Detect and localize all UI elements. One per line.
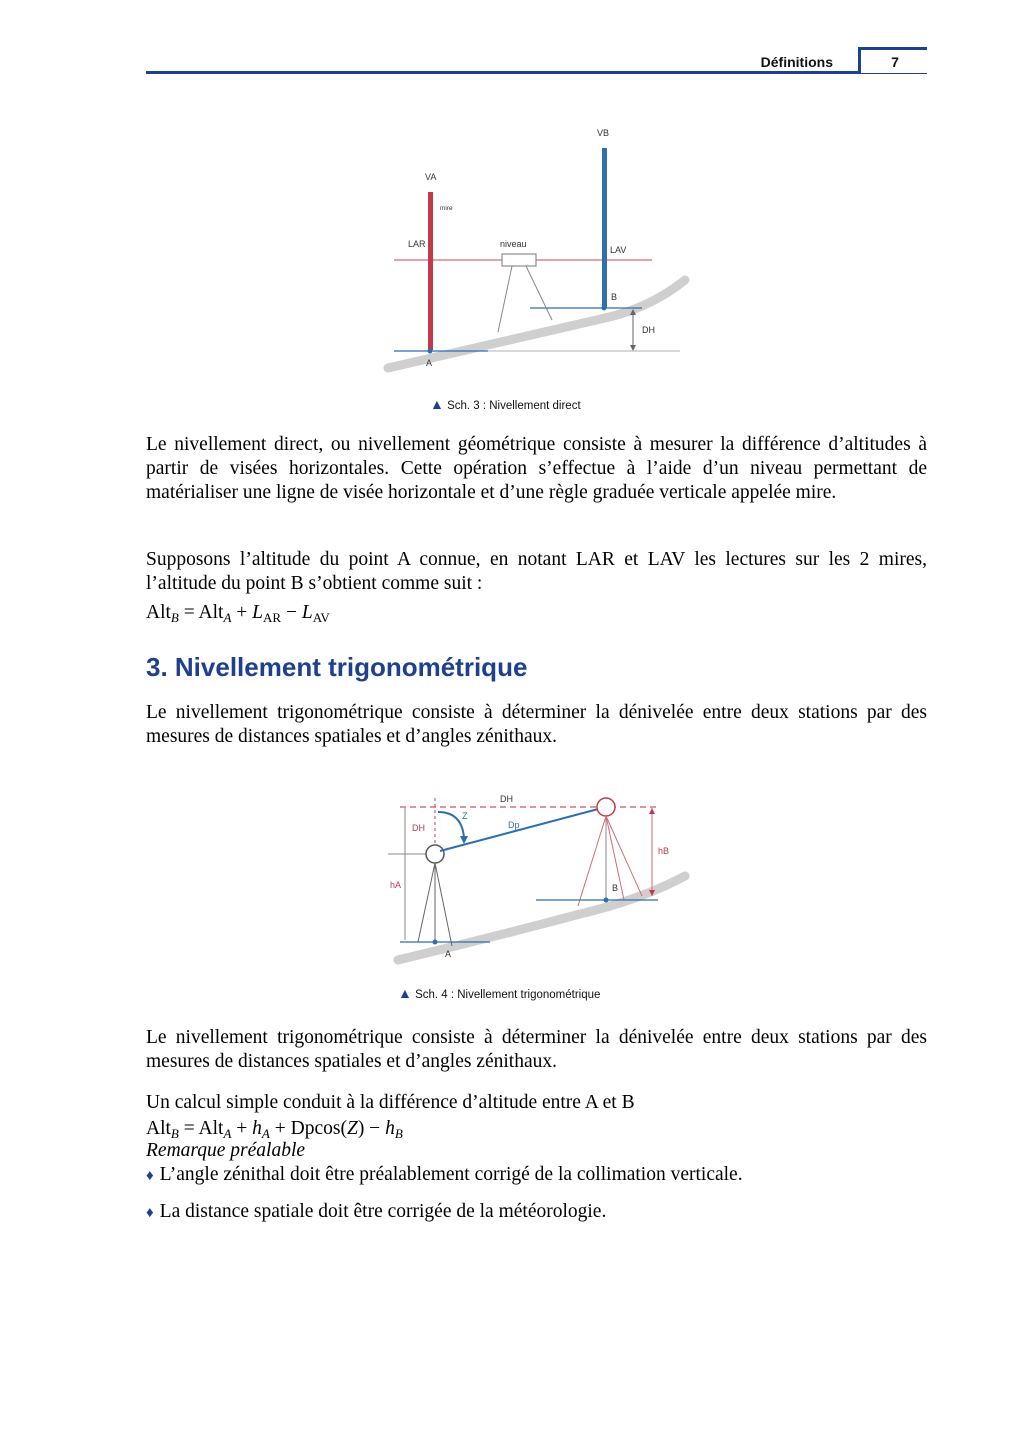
niveau-instrument [502, 254, 536, 266]
point-b-marker [604, 898, 609, 903]
diamond-bullet-icon: ♦ [146, 1205, 154, 1221]
point-a-marker [428, 349, 433, 354]
diamond-bullet-icon: ♦ [146, 1168, 154, 1184]
label-z: Z [462, 811, 468, 821]
tripod-leg [578, 816, 606, 906]
paragraph: Le nivellement trigonométrique consiste à déterminer la dénivelée entre deux stations par des mesures de distances spatiales et d’angles zénithaux. [146, 1027, 927, 1072]
label-hb: hB [658, 846, 670, 856]
bullet-item: ♦ La distance spatiale doit être corrigée de la météorologie. [146, 1201, 607, 1222]
label-ha: hA [390, 880, 402, 890]
header-rule [146, 71, 927, 74]
section-title: Définitions [760, 54, 833, 70]
rod-a [428, 192, 433, 350]
zenith-angle-arc [438, 812, 464, 838]
label-a: A [426, 358, 433, 368]
point-a-marker [433, 940, 438, 945]
figure1-caption [430, 396, 581, 412]
tripod-leg [498, 266, 512, 332]
label-lav: LAV [610, 245, 627, 255]
station-b-target [597, 798, 615, 816]
formula-direct: $Alt_B = Alt_A + L_{AR} - L_{AV}$ [146, 602, 330, 625]
label-dh-left: DH [412, 823, 425, 833]
tripod-leg [435, 863, 452, 946]
point-b-marker [602, 306, 607, 311]
paragraph: Un calcul simple conduit à la différence d’altitude entre A et B [146, 1092, 635, 1113]
rod-b [602, 148, 607, 308]
tripod-leg [418, 863, 435, 942]
paragraph: Le nivellement direct, ou nivellement géométrique consiste à mesurer la différence d’altitudes à partir de visées horizontales. Cette opération s’effectue à l’aide d’un niveau permettant de matérialiser une ligne de visée horizontale et d’une règle graduée verticale appelée mire. [146, 434, 927, 503]
caption-text: Sch. 3 : Nivellement direct [447, 400, 581, 412]
figure-nivellement-trigonometrique [380, 788, 700, 968]
label-dp: Dp [508, 820, 520, 830]
label-dh: DH [642, 325, 655, 335]
paragraph: Le nivellement trigonométrique consiste à déterminer la dénivelée entre deux stations par des mesures de distances spatiales et d’angles zénithaux. [146, 702, 927, 747]
tripod-leg [526, 266, 552, 320]
label-dh-top: DH [500, 794, 513, 804]
remark-title: Remarque préalable [146, 1140, 306, 1161]
label-niveau: niveau [500, 239, 527, 249]
terrain [398, 876, 685, 960]
bullet-item: ♦ L’angle zénithal doit être préalablement corrigé de la collimation verticale. [146, 1164, 743, 1185]
caption-triangle-icon: ▲ [430, 396, 444, 412]
label-b: B [611, 292, 618, 302]
label-b: B [612, 883, 619, 893]
figure2-caption [398, 985, 600, 1001]
page-number: 7 [891, 54, 899, 70]
label-a: A [445, 949, 452, 959]
caption-text: Sch. 4 : Nivellement trigonométrique [415, 989, 601, 1001]
station-a-instrument [426, 845, 444, 863]
caption-triangle-icon: ▲ [398, 985, 412, 1001]
label-vb: VB [597, 128, 610, 138]
label-va: VA [425, 172, 437, 182]
label-mire: mire [440, 205, 453, 212]
paragraph: Supposons l’altitude du point A connue, en notant LAR et LAV les lectures sur les 2 mires, l’altitude du point B s’obtient comme suit : [146, 549, 927, 594]
figure-nivellement-direct [380, 120, 700, 380]
formula-trigonometric: $Alt_B = Alt_A + h_A + Dpcos(Z) - h_B$ [146, 1118, 403, 1141]
label-lar: LAR [408, 239, 426, 249]
section-heading: 3. Nivellement trigonométrique [146, 652, 528, 682]
